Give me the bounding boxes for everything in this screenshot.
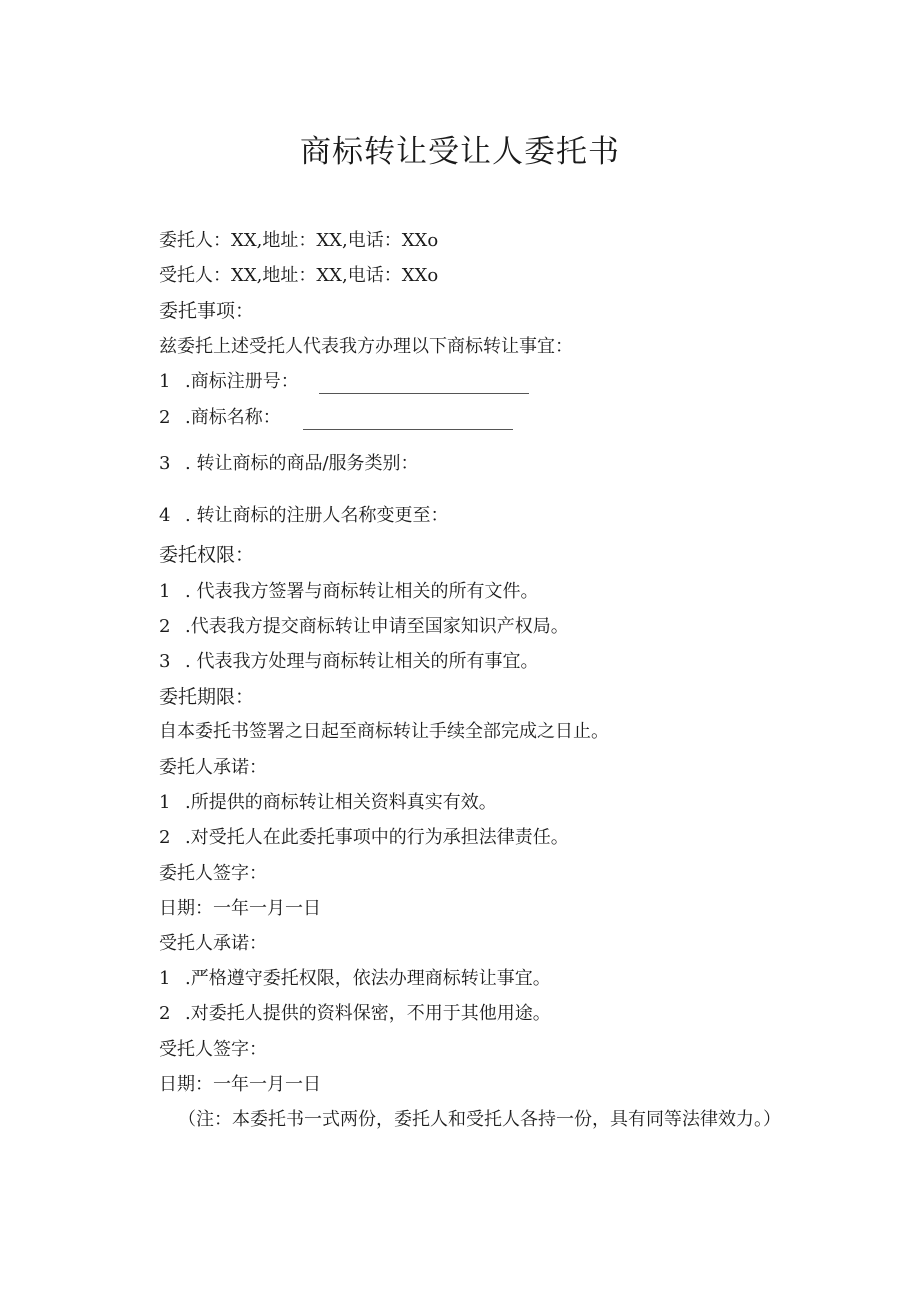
- item-text: .商标注册号：: [185, 371, 299, 392]
- agent-date: 日期：一年一月一日: [159, 1074, 321, 1095]
- fill-in-blank: [303, 413, 513, 430]
- agent-promise-item-2: [159, 1002, 551, 1026]
- item-text: .代表我方提交商标转让申请至国家知识产权局。: [185, 616, 569, 637]
- item-text: .对受托人在此委托事项中的行为承担法律责任。: [185, 827, 569, 848]
- item-number: 3: [159, 453, 171, 474]
- authority-item-2: [159, 615, 569, 639]
- item-number: 1: [159, 581, 171, 602]
- document-title: 商标转让受让人委托书: [300, 134, 620, 170]
- item-text: . 转让商标的商品/服务类别：: [185, 453, 419, 474]
- item-number: 2: [159, 1003, 171, 1024]
- principal-signature: 委托人签字：: [159, 863, 267, 884]
- principal-promise-item-2: [159, 826, 569, 850]
- item-number: 4: [159, 505, 171, 526]
- matter-item-3: [159, 452, 419, 476]
- item-number: 1: [159, 968, 171, 989]
- authority-item-3: [159, 650, 538, 674]
- principal-info: 委托人：XX,地址：XX,电话：XXo: [159, 230, 439, 251]
- item-number: 3: [159, 651, 171, 672]
- item-text: . 代表我方签署与商标转让相关的所有文件。: [185, 581, 539, 602]
- matters-heading: 委托事项：: [159, 300, 255, 322]
- principal-date: 日期：一年一月一日: [159, 898, 321, 919]
- authority-heading: 委托权限：: [159, 544, 255, 566]
- term-text: 自本委托书签署之日起至商标转让手续全部完成之日止。: [159, 721, 609, 742]
- matter-item-1: [159, 370, 529, 394]
- principal-promise-heading: 委托人承诺：: [159, 757, 267, 778]
- item-text: .严格遵守委托权限，依法办理商标转让事宜。: [185, 968, 551, 989]
- term-heading: 委托期限：: [159, 686, 255, 708]
- item-number: 1: [159, 792, 171, 813]
- item-number: 2: [159, 616, 171, 637]
- item-number: 2: [159, 407, 171, 428]
- item-number: 2: [159, 827, 171, 848]
- item-number: 1: [159, 371, 171, 392]
- document-note: （注：本委托书一式两份，委托人和受托人各持一份，具有同等法律效力。）: [178, 1109, 781, 1130]
- principal-promise-item-1: [159, 791, 497, 815]
- item-text: .商标名称：: [185, 407, 281, 428]
- item-text: .对委托人提供的资料保密，不用于其他用途。: [185, 1003, 551, 1024]
- fill-in-blank: [319, 377, 529, 394]
- authority-item-1: [159, 580, 538, 604]
- agent-promise-heading: 受托人承诺：: [159, 933, 267, 954]
- matter-item-2: [159, 406, 513, 430]
- agent-promise-item-1: [159, 967, 551, 991]
- item-text: . 转让商标的注册人名称变更至：: [185, 505, 449, 526]
- item-text: .所提供的商标转让相关资料真实有效。: [185, 792, 497, 813]
- item-text: . 代表我方处理与商标转让相关的所有事宜。: [185, 651, 539, 672]
- matters-intro: 兹委托上述受托人代表我方办理以下商标转让事宜：: [159, 336, 573, 357]
- matter-item-4: [159, 504, 448, 528]
- agent-signature: 受托人签字：: [159, 1039, 267, 1060]
- agent-info: 受托人：XX,地址：XX,电话：XXo: [159, 265, 439, 286]
